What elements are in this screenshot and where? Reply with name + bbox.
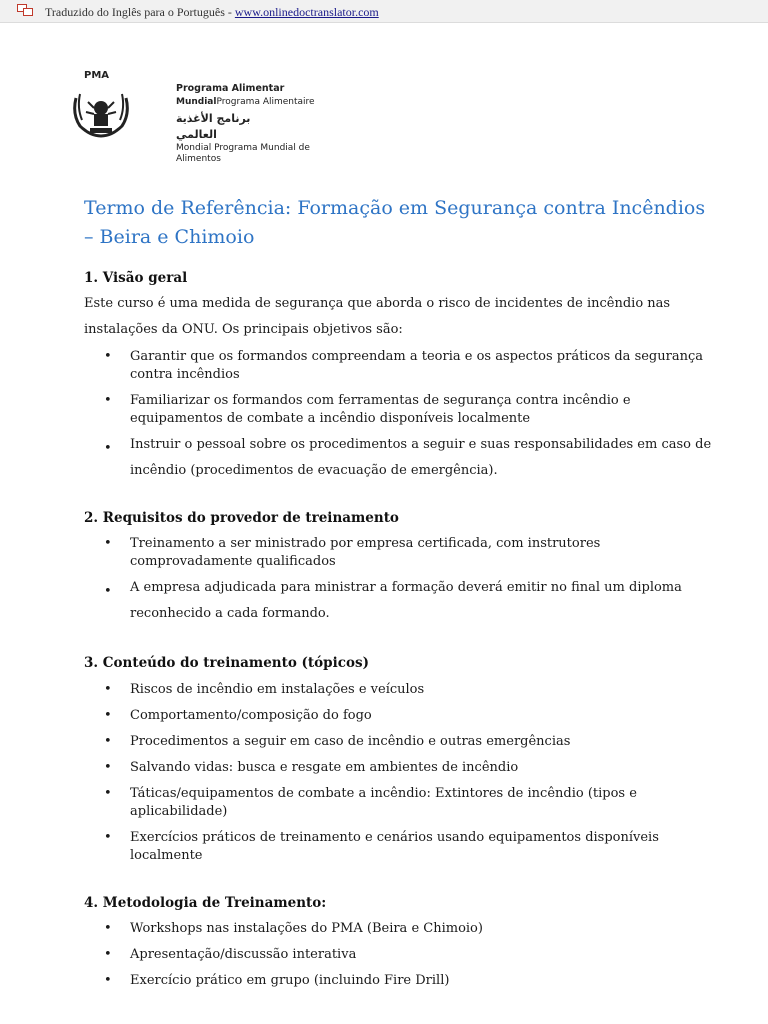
section-heading: 1. Visão geral — [84, 270, 188, 286]
logo-acronym: PMA — [84, 70, 110, 81]
bullet-icon: • — [104, 393, 112, 408]
bullet-icon: • — [104, 441, 112, 456]
list-item: • Garantir que os formandos compreendam a teoria e os aspectos práticos da segurança contra incêndios — [104, 349, 703, 382]
list-item: • Exercício prático em grupo (incluindo Fire Drill) — [104, 973, 450, 988]
section-intro: Este curso é uma medida de segurança que aborda o risco de incidentes de incêndio nas instalações da ONU. Os principais objetivos são: — [84, 296, 671, 337]
wfp-emblem-icon — [70, 84, 132, 138]
list-item: • A empresa adjudicada para ministrar a formação deverá emitir no final um diploma reconhecido a cada formando. — [104, 580, 682, 621]
bullet-list — [104, 681, 714, 865]
bullet-icon: • — [104, 536, 112, 551]
list-item: • Familiarizar os formandos com ferramentas de segurança contra incêndio e equipamentos de combate a incêndio disponíveis localmente — [104, 393, 631, 426]
list-item: • Táticas/equipamentos de combate a incêndio: Extintores de incêndio (tipos e aplicabilidade) — [104, 786, 637, 819]
bullet-icon: • — [104, 584, 112, 599]
section-heading: 4. Metodologia de Treinamento: — [84, 895, 327, 911]
section-heading: 3. Conteúdo do treinamento (tópicos) — [84, 655, 369, 671]
bullet-icon: • — [104, 921, 112, 936]
list-item: • Exercícios práticos de treinamento e cenários usando equipamentos disponíveis localmente — [104, 830, 659, 863]
logo-arabic: برنامج الأغذية العالمي — [176, 112, 251, 141]
logo-text — [176, 82, 316, 165]
list-item: • Treinamento a ser ministrado por empresa certificada, com instrutores comprovadamente qualificados — [104, 536, 601, 569]
bullet-icon: • — [104, 708, 112, 723]
logo-line-4: Mondial Programa Mundial de Alimentos — [176, 143, 310, 164]
section-heading: 2. Requisitos do provedor de treinamento — [84, 510, 399, 526]
bullet-icon: • — [104, 760, 112, 775]
logo-line-1: Programa Alimentar — [176, 83, 285, 94]
document-title: Termo de Referência: Formação em Segurança contra Incêndios – Beira e Chimoio — [84, 197, 706, 248]
list-item: • Riscos de incêndio em instalações e veículos — [104, 682, 425, 697]
bullet-icon: • — [104, 734, 112, 749]
bullet-icon: • — [104, 682, 112, 697]
list-item: • Salvando vidas: busca e resgate em ambientes de incêndio — [104, 760, 519, 775]
list-item: • Workshops nas instalações do PMA (Beira e Chimoio) — [104, 921, 483, 936]
bullet-icon: • — [104, 973, 112, 988]
translator-banner — [0, 0, 768, 23]
bullet-icon: • — [104, 830, 112, 845]
bullet-list — [104, 920, 714, 990]
bullet-list — [104, 535, 714, 627]
list-item: • Comportamento/composição do fogo — [104, 708, 372, 723]
list-item: • Apresentação/discussão interativa — [104, 947, 357, 962]
list-item: • Procedimentos a seguir em caso de incêndio e outras emergências — [104, 734, 571, 749]
bullet-icon: • — [104, 786, 112, 801]
list-item: • Instruir o pessoal sobre os procedimentos a seguir e suas responsabilidades em caso de incêndio (procedimentos de evacuação de emergência). — [104, 437, 712, 478]
bullet-icon: • — [104, 947, 112, 962]
translate-icon — [17, 4, 33, 16]
bullet-list — [104, 348, 714, 484]
bullet-icon: • — [104, 349, 112, 364]
translator-link[interactable]: www.onlinedoctranslator.com — [234, 5, 379, 19]
logo-line-2: MundialPrograma Alimentaire — [176, 97, 315, 107]
banner-text: Traduzido do Inglês para o Português - www.onlinedoctranslator.com — [45, 5, 379, 19]
